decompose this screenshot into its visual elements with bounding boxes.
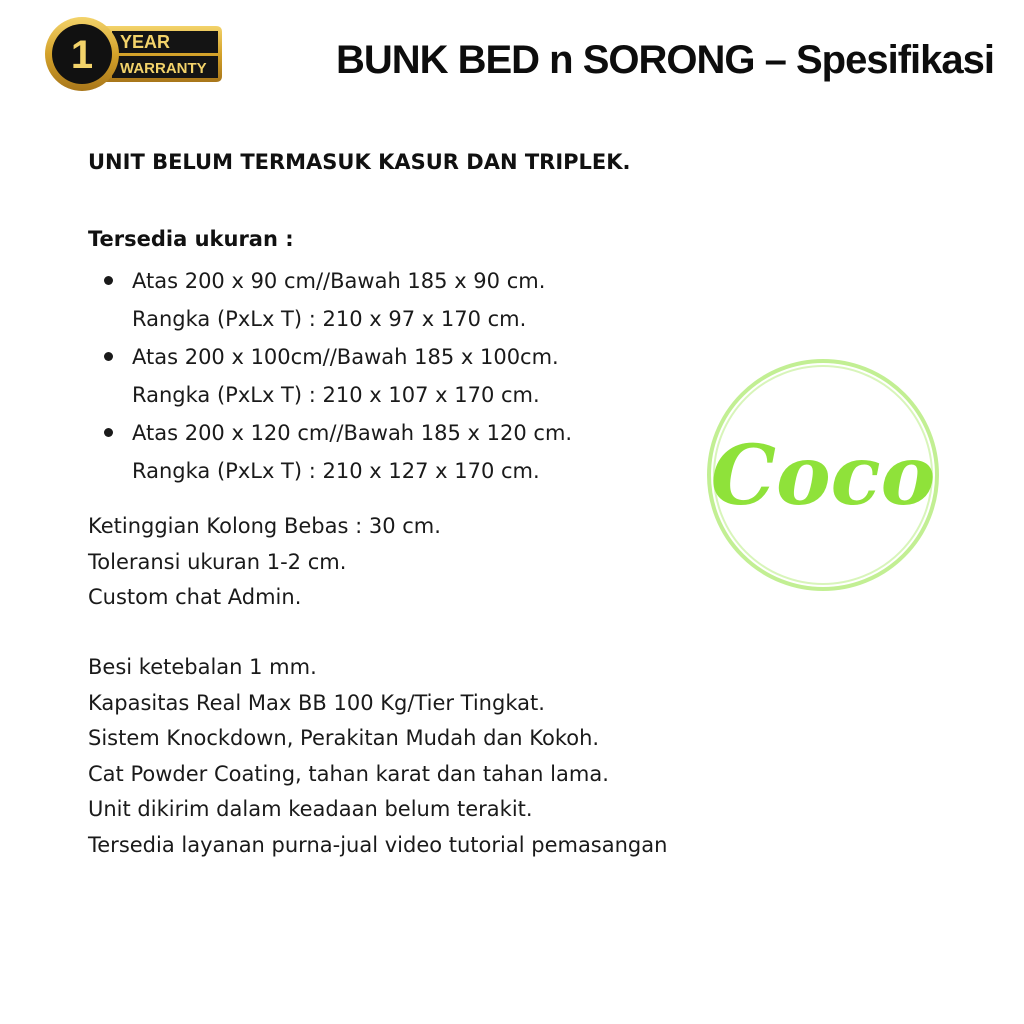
badge-warranty: WARRANTY [120,60,207,77]
size-top-bottom: Atas 200 x 90 cm//Bawah 185 x 90 cm. [132,269,546,293]
size-frame: Rangka (PxLx T) : 210 x 97 x 170 cm. [132,307,527,331]
size-item [104,338,572,414]
note-tolerance: Toleransi ukuran 1-2 cm. [88,549,347,574]
size-frame: Rangka (PxLx T) : 210 x 127 x 170 cm. [132,459,540,483]
badge-year: YEAR [120,32,171,52]
feature-shipping: Unit dikirim dalam keadaan belum terakit. [88,797,533,821]
logo-text: Coco [710,428,936,524]
page-title: BUNK BED n SORONG – Spesifikasi [335,38,994,82]
feature-coating: Cat Powder Coating, tahan karat dan tahan lama. [88,761,609,786]
note-custom: Custom chat Admin. [88,585,302,609]
size-item [104,262,572,338]
feature-capacity: Kapasitas Real Max BB 100 Kg/Tier Tingkat. [88,690,545,715]
size-top-bottom: Atas 200 x 120 cm//Bawah 185 x 120 cm. [132,421,573,445]
coco-logo [702,354,944,596]
size-frame: Rangka (PxLx T) : 210 x 107 x 170 cm. [132,383,540,407]
warranty-badge [44,14,224,96]
bullet-icon [104,352,113,361]
feature-thickness: Besi ketebalan 1 mm. [88,655,317,679]
sizes-heading: Tersedia ukuran : [88,227,294,251]
exclusion-notice: UNIT BELUM TERMASUK KASUR DAN TRIPLEK. [88,150,631,174]
size-top-bottom: Atas 200 x 100cm//Bawah 185 x 100cm. [132,345,559,369]
feature-knockdown: Sistem Knockdown, Perakitan Mudah dan Kokoh. [88,726,600,750]
features-list [88,650,667,863]
feature-tutorial: Tersedia layanan purna-jual video tutorial pemasangan [88,832,668,857]
notes-list [88,509,441,616]
note-clearance: Ketinggian Kolong Bebas : 30 cm. [88,514,441,538]
size-list [104,262,572,490]
badge-number: 1 [70,33,94,77]
bullet-icon [104,428,113,437]
bullet-icon [104,276,113,285]
size-item [104,414,572,490]
